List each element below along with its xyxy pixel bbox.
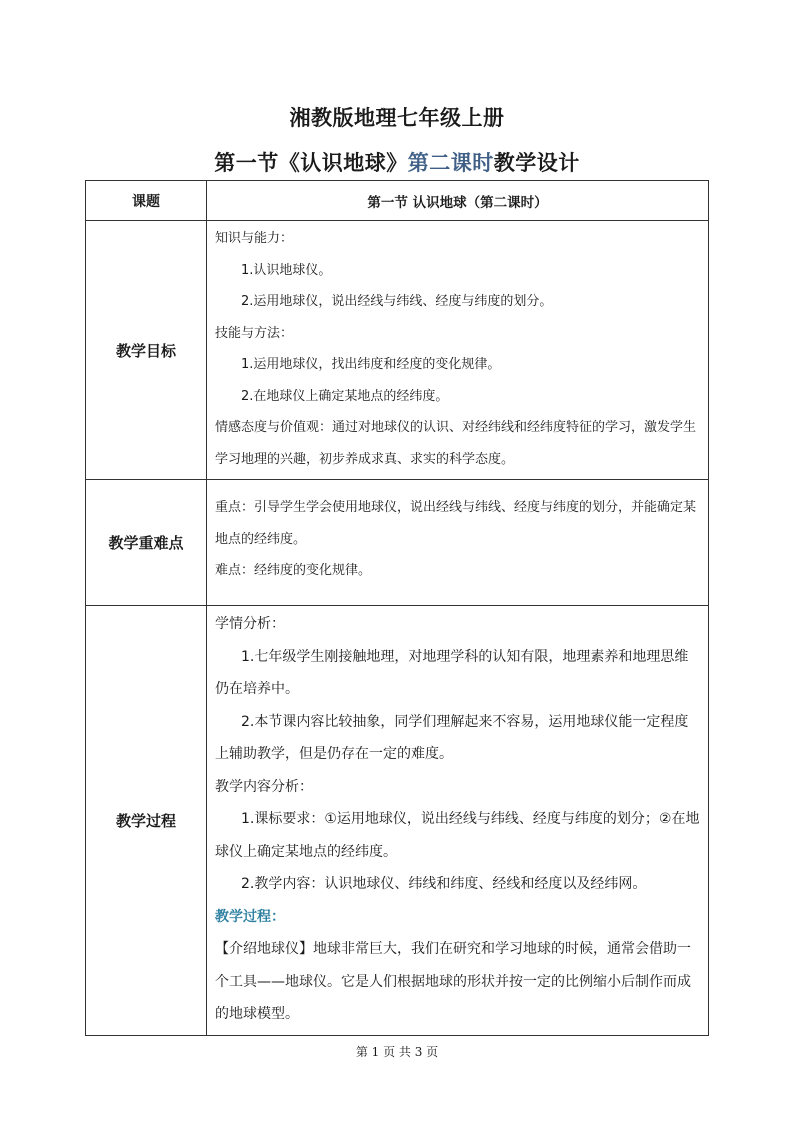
table-row-objectives: [86, 221, 709, 480]
subtitle-part-1: 第一节《认识地球》: [214, 150, 408, 175]
process-line: 1.七年级学生刚接触地理，对地理学科的认知有限，地理素养和地理思维仍在培养中。: [215, 648, 689, 697]
table-row-process: [86, 606, 709, 1036]
process-line: 学情分析：: [215, 616, 285, 632]
process-label: 教学过程: [86, 606, 207, 1036]
objectives-line: 2.运用地球仪，说出经线与纬线、经度与纬度的划分。: [241, 294, 553, 309]
process-line: 教学内容分析：: [215, 778, 313, 795]
objectives-line: 1.认识地球仪。: [241, 262, 332, 278]
process-heading: 教学过程：: [215, 908, 285, 925]
objectives-cell: [207, 221, 709, 480]
key-points-line: 难点：经纬度的变化规律。: [215, 563, 372, 578]
topic-label: 课题: [86, 181, 207, 221]
subtitle-part-2: 第二课时: [407, 150, 494, 175]
document-title: 湘教版地理七年级上册: [289, 105, 505, 130]
document-subtitle: [0, 147, 794, 177]
objectives-line: 知识与能力：: [215, 231, 294, 246]
objectives-line: 情感态度与价值观：通过对地球仪的认识、对经纬线和经纬度特征的学习，激发学生学习地理的兴趣，初步养成求真、求实的科学态度。: [215, 420, 697, 467]
process-cell: [207, 606, 709, 1036]
process-line: 1.课标要求：①运用地球仪，说出经线与纬线、经度与纬度的划分；②在地球仪上确定某地点的经纬度。: [215, 811, 700, 860]
objectives-line: 2.在地球仪上确定某地点的经纬度。: [241, 388, 449, 404]
subtitle-part-3: 教学设计: [493, 150, 580, 175]
objectives-label: 教学目标: [86, 221, 207, 480]
process-line: 【介绍地球仪】地球非常巨大，我们在研究和学习地球的时候，通常会借助一个工具——地球仪。它是人们根据地球的形状并按一定的比例缩小后制作而成的地球模型。: [215, 941, 691, 1022]
lesson-plan-table: [85, 180, 709, 1036]
objectives-line: 1.运用地球仪，找出纬度和经度的变化规律。: [241, 357, 501, 372]
process-line: 2.教学内容：认识地球仪、纬线和纬度、经线和经度以及经纬网。: [241, 876, 647, 892]
table-row-key-points: [86, 480, 709, 606]
key-points-cell: [207, 480, 709, 606]
topic-value: 第一节 认识地球（第二课时）: [207, 181, 709, 221]
page-number: 第 1 页 共 3 页: [355, 1045, 439, 1059]
table-row-topic: [86, 181, 709, 221]
key-points-label: 教学重难点: [86, 480, 207, 606]
objectives-line: 技能与方法：: [215, 325, 294, 341]
key-points-line: 重点：引导学生学会使用地球仪，说出经线与纬线、经度与纬度的划分，并能确定某地点的经纬度。: [215, 500, 697, 547]
process-line: 2.本节课内容比较抽象，同学们理解起来不容易，运用地球仪能一定程度上辅助教学，但是仍存在一定的难度。: [215, 713, 689, 762]
